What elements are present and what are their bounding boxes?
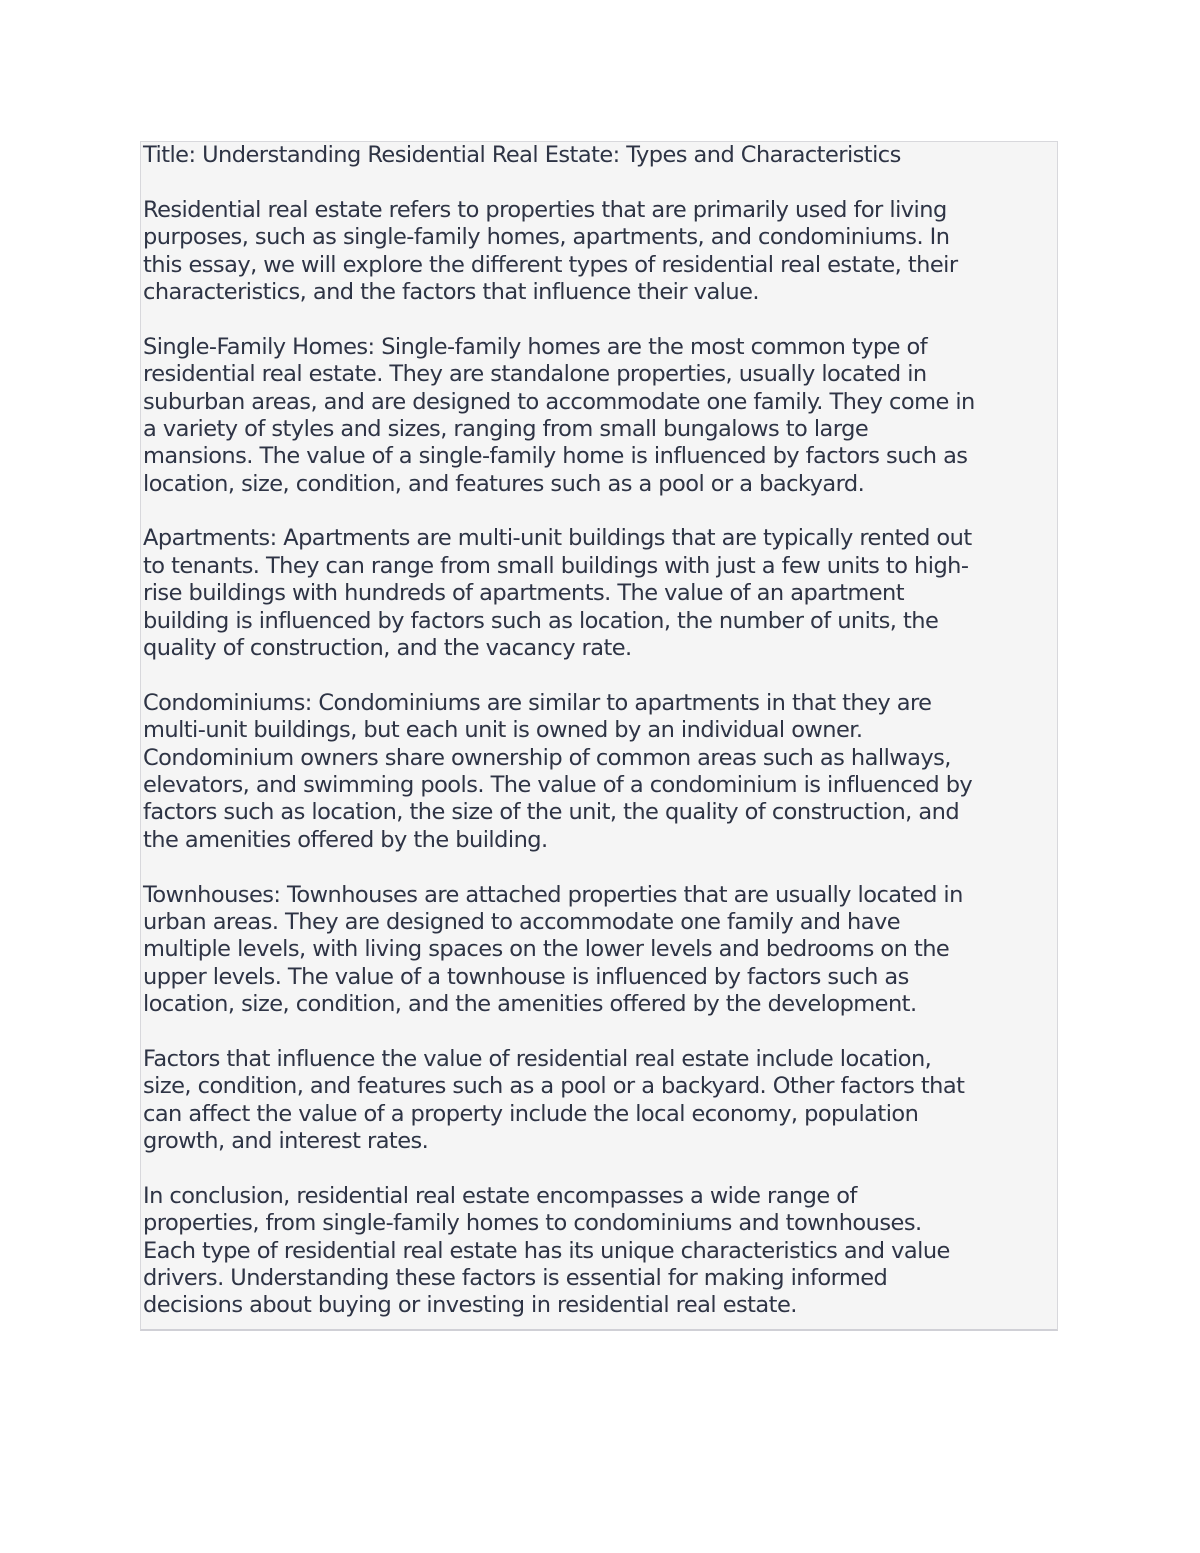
text-line: Apartments: Apartments are multi-unit buildings that are typically rented out — [143, 525, 972, 552]
text-line: Factors that influence the value of residential real estate include location, — [143, 1045, 932, 1072]
text-line: factors such as location, the size of the unit, the quality of construction, and — [143, 799, 960, 826]
text-line: In conclusion, residential real estate encompasses a wide range of — [143, 1182, 857, 1209]
blank-line — [143, 854, 1055, 881]
text-line: purposes, such as single-family homes, apartments, and condominiums. In — [143, 224, 950, 251]
text-line: mansions. The value of a single-family home is influenced by factors such as — [143, 443, 968, 470]
text-line: multiple levels, with living spaces on the lower levels and bedrooms on the — [143, 936, 950, 963]
text-line: multi-unit buildings, but each unit is owned by an individual owner. — [143, 717, 863, 744]
text-line: building is influenced by factors such as location, the number of units, the — [143, 607, 939, 634]
text-line: this essay, we will explore the different types of residential real estate, their — [143, 251, 958, 278]
blank-line — [143, 498, 1055, 525]
text-line: suburban areas, and are designed to accommodate one family. They come in — [143, 388, 975, 415]
text-line: rise buildings with hundreds of apartments. The value of an apartment — [143, 580, 905, 607]
blank-line — [143, 662, 1055, 689]
blank-line — [143, 1019, 1055, 1046]
blank-line — [143, 306, 1055, 333]
text-line: can affect the value of a property include the local economy, population — [143, 1100, 919, 1127]
text-line: decisions about buying or investing in residential real estate. — [143, 1292, 797, 1319]
text-line: growth, and interest rates. — [143, 1128, 429, 1155]
text-line: a variety of styles and sizes, ranging from small bungalows to large — [143, 415, 869, 442]
text-line: Each type of residential real estate has its unique characteristics and value — [143, 1237, 950, 1264]
text-line: Single-Family Homes: Single-family homes are the most common type of — [143, 333, 928, 360]
document-text-box — [140, 141, 1058, 1331]
document-body — [143, 142, 1055, 1320]
text-line: quality of construction, and the vacancy rate. — [143, 635, 632, 662]
text-line: residential real estate. They are standalone properties, usually located in — [143, 361, 927, 388]
text-line: location, size, condition, and the amenities offered by the development. — [143, 991, 917, 1018]
text-line: size, condition, and features such as a pool or a backyard. Other factors that — [143, 1073, 965, 1100]
text-line: urban areas. They are designed to accommodate one family and have — [143, 908, 901, 935]
text-line: Condominium owners share ownership of common areas such as hallways, — [143, 744, 951, 771]
text-line: characteristics, and the factors that influence their value. — [143, 278, 759, 305]
blank-line — [143, 1155, 1055, 1182]
text-line: to tenants. They can range from small buildings with just a few units to high- — [143, 552, 969, 579]
text-line: location, size, condition, and features such as a pool or a backyard. — [143, 470, 865, 497]
text-line: Residential real estate refers to properties that are primarily used for living — [143, 196, 947, 223]
blank-line — [143, 169, 1055, 196]
text-line: Townhouses: Townhouses are attached properties that are usually located in — [143, 881, 963, 908]
text-line: upper levels. The value of a townhouse is influenced by factors such as — [143, 963, 909, 990]
text-line: Condominiums: Condominiums are similar to apartments in that they are — [143, 689, 932, 716]
document-title-line: Title: Understanding Residential Real Estate: Types and Characteristics — [143, 142, 901, 168]
text-line: elevators, and swimming pools. The value of a condominium is influenced by — [143, 771, 973, 798]
text-line: properties, from single-family homes to condominiums and townhouses. — [143, 1210, 922, 1237]
text-line: the amenities offered by the building. — [143, 826, 548, 853]
text-line: drivers. Understanding these factors is essential for making informed — [143, 1265, 888, 1292]
